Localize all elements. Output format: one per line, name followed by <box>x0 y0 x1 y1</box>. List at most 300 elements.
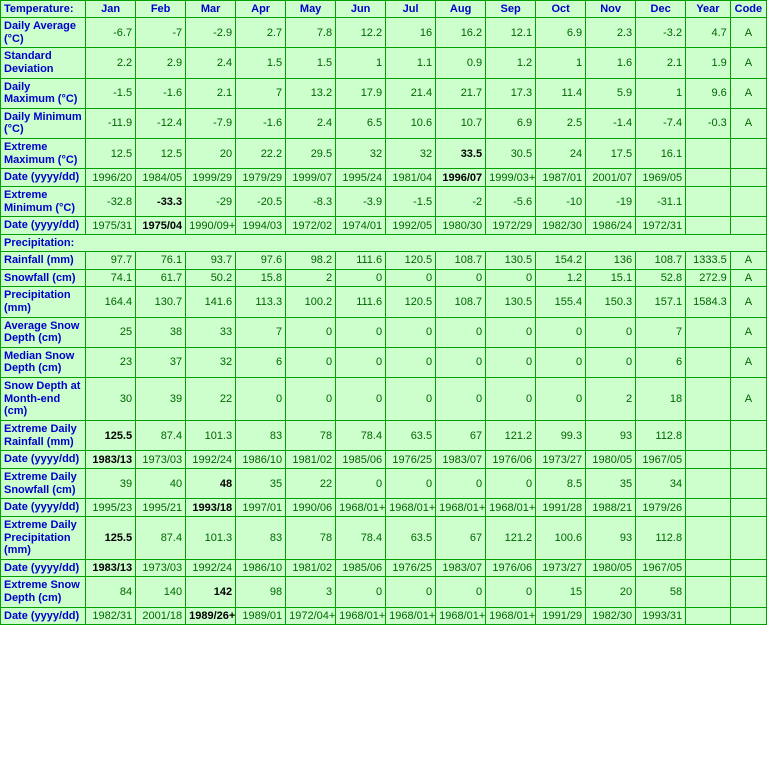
data-cell: 1968/01+ <box>486 607 536 625</box>
data-cell: 1968/01+ <box>436 607 486 625</box>
data-cell: 0 <box>336 378 386 421</box>
data-cell: 1989/01 <box>236 607 286 625</box>
data-cell: 50.2 <box>186 269 236 287</box>
data-cell: 111.6 <box>336 287 386 317</box>
data-cell: 100.2 <box>286 287 336 317</box>
data-cell: 7 <box>636 317 686 347</box>
data-cell: 2.3 <box>586 18 636 48</box>
data-cell: 0 <box>436 317 486 347</box>
data-cell: -1.4 <box>586 108 636 138</box>
code-cell: A <box>730 108 766 138</box>
year-cell: 272.9 <box>686 269 731 287</box>
data-cell: 1968/01+ <box>336 499 386 517</box>
row-label: Date (yyyy/dd) <box>1 169 86 187</box>
row-label: Date (yyyy/dd) <box>1 451 86 469</box>
data-cell: 164.4 <box>86 287 136 317</box>
year-cell: -0.3 <box>686 108 731 138</box>
table-row <box>1 108 767 138</box>
data-cell: 1976/06 <box>486 559 536 577</box>
header-cell-month: Oct <box>536 1 586 18</box>
data-cell: 1976/25 <box>386 451 436 469</box>
data-cell: 16 <box>386 18 436 48</box>
code-cell: A <box>730 347 766 377</box>
code-cell: A <box>730 269 766 287</box>
table-header-row <box>1 1 767 18</box>
row-label: Precipitation (mm) <box>1 287 86 317</box>
data-cell: 12.2 <box>336 18 386 48</box>
data-cell: 1.2 <box>486 48 536 78</box>
data-cell: -32.8 <box>86 187 136 217</box>
year-cell: 1333.5 <box>686 251 731 269</box>
data-cell: 1985/06 <box>336 451 386 469</box>
data-cell: 35 <box>236 468 286 498</box>
data-cell: 108.7 <box>436 251 486 269</box>
data-cell: 1968/01+ <box>386 499 436 517</box>
table-row <box>1 18 767 48</box>
data-cell: 108.7 <box>636 251 686 269</box>
year-cell <box>686 607 731 625</box>
row-label: Average Snow Depth (cm) <box>1 317 86 347</box>
data-cell: -7.9 <box>186 108 236 138</box>
table-row <box>1 499 767 517</box>
row-label: Extreme Daily Snowfall (cm) <box>1 468 86 498</box>
data-cell: 30 <box>86 378 136 421</box>
data-cell: 125.5 <box>86 421 136 451</box>
data-cell: 63.5 <box>386 516 436 559</box>
data-cell: 2.2 <box>86 48 136 78</box>
data-cell: 16.2 <box>436 18 486 48</box>
data-cell: -31.1 <box>636 187 686 217</box>
code-cell <box>730 607 766 625</box>
data-cell: 0.9 <box>436 48 486 78</box>
data-cell: 67 <box>436 516 486 559</box>
data-cell: 1967/05 <box>636 451 686 469</box>
data-cell: 15 <box>536 577 586 607</box>
data-cell: 1999/07 <box>286 169 336 187</box>
row-label: Daily Average (°C) <box>1 18 86 48</box>
header-cell-month: Jun <box>336 1 386 18</box>
data-cell: 1975/04 <box>136 217 186 235</box>
header-cell-month: Mar <box>186 1 236 18</box>
data-cell: 99.3 <box>536 421 586 451</box>
data-cell: 61.7 <box>136 269 186 287</box>
table-row <box>1 187 767 217</box>
year-cell: 4.7 <box>686 18 731 48</box>
data-cell: 6.5 <box>336 108 386 138</box>
year-cell <box>686 499 731 517</box>
table-row <box>1 421 767 451</box>
code-cell: A <box>730 287 766 317</box>
data-cell: 1992/24 <box>186 451 236 469</box>
data-cell: 0 <box>386 269 436 287</box>
data-cell: 100.6 <box>536 516 586 559</box>
data-cell: 1997/01 <box>236 499 286 517</box>
data-cell: 97.7 <box>86 251 136 269</box>
data-cell: 0 <box>336 468 386 498</box>
data-cell: 157.1 <box>636 287 686 317</box>
code-cell <box>730 468 766 498</box>
data-cell: 1972/02 <box>286 217 336 235</box>
data-cell: 2001/18 <box>136 607 186 625</box>
data-cell: 97.6 <box>236 251 286 269</box>
data-cell: 11.4 <box>536 78 586 108</box>
code-cell <box>730 499 766 517</box>
data-cell: 0 <box>386 378 436 421</box>
row-label: Extreme Daily Rainfall (mm) <box>1 421 86 451</box>
data-cell: 0 <box>386 347 436 377</box>
data-cell: 3 <box>286 577 336 607</box>
data-cell: 0 <box>336 577 386 607</box>
row-label: Extreme Snow Depth (cm) <box>1 577 86 607</box>
data-cell: 1981/02 <box>286 559 336 577</box>
data-cell: 1 <box>336 48 386 78</box>
data-cell: 1976/06 <box>486 451 536 469</box>
data-cell: 78.4 <box>336 421 386 451</box>
data-cell: 33.5 <box>436 139 486 169</box>
data-cell: 136 <box>586 251 636 269</box>
data-cell: 1979/26 <box>636 499 686 517</box>
data-cell: 1995/21 <box>136 499 186 517</box>
data-cell: 2.1 <box>186 78 236 108</box>
data-cell: 20 <box>186 139 236 169</box>
data-cell: 2 <box>586 378 636 421</box>
data-cell: 78 <box>286 516 336 559</box>
data-cell: 0 <box>286 347 336 377</box>
code-cell <box>730 516 766 559</box>
data-cell: -1.5 <box>386 187 436 217</box>
data-cell: -20.5 <box>236 187 286 217</box>
data-cell: 1972/04+ <box>286 607 336 625</box>
data-cell: 34 <box>636 468 686 498</box>
data-cell: 98 <box>236 577 286 607</box>
table-row <box>1 169 767 187</box>
data-cell: 120.5 <box>386 251 436 269</box>
data-cell: 93 <box>586 421 636 451</box>
data-cell: 25 <box>86 317 136 347</box>
data-cell: 0 <box>436 269 486 287</box>
data-cell: 58 <box>636 577 686 607</box>
row-label: Date (yyyy/dd) <box>1 499 86 517</box>
table-row <box>1 468 767 498</box>
data-cell: 17.9 <box>336 78 386 108</box>
data-cell: 87.4 <box>136 516 186 559</box>
table-row <box>1 217 767 235</box>
data-cell: 1984/05 <box>136 169 186 187</box>
data-cell: 0 <box>336 347 386 377</box>
data-cell: 12.5 <box>86 139 136 169</box>
data-cell: -12.4 <box>136 108 186 138</box>
row-label: Daily Maximum (°C) <box>1 78 86 108</box>
data-cell: 141.6 <box>186 287 236 317</box>
data-cell: 7.8 <box>286 18 336 48</box>
data-cell: 0 <box>536 378 586 421</box>
data-cell: 0 <box>436 468 486 498</box>
data-cell: 83 <box>236 516 286 559</box>
data-cell: 8.5 <box>536 468 586 498</box>
header-cell-month: Jan <box>86 1 136 18</box>
data-cell: 1980/05 <box>586 451 636 469</box>
row-label: Snowfall (cm) <box>1 269 86 287</box>
header-cell-month: Apr <box>236 1 286 18</box>
section-title: Precipitation: <box>1 234 767 251</box>
data-cell: 0 <box>286 378 336 421</box>
data-cell: 6.9 <box>536 18 586 48</box>
data-cell: 93 <box>586 516 636 559</box>
data-cell: 1982/31 <box>86 607 136 625</box>
data-cell: 0 <box>436 378 486 421</box>
data-cell: 1.5 <box>286 48 336 78</box>
row-label: Date (yyyy/dd) <box>1 217 86 235</box>
data-cell: 1976/25 <box>386 559 436 577</box>
data-cell: 18 <box>636 378 686 421</box>
data-cell: 154.2 <box>536 251 586 269</box>
data-cell: 112.8 <box>636 421 686 451</box>
data-cell: 1983/07 <box>436 451 486 469</box>
data-cell: 78 <box>286 421 336 451</box>
table-row <box>1 347 767 377</box>
data-cell: 1990/09+ <box>186 217 236 235</box>
data-cell: 22.2 <box>236 139 286 169</box>
code-cell <box>730 577 766 607</box>
data-cell: 1969/05 <box>636 169 686 187</box>
header-cell-month: Jul <box>386 1 436 18</box>
header-cell-temperature: Temperature: <box>1 1 86 18</box>
data-cell: 76.1 <box>136 251 186 269</box>
header-cell-month: Nov <box>586 1 636 18</box>
data-cell: 1980/30 <box>436 217 486 235</box>
data-cell: 1968/01+ <box>386 607 436 625</box>
code-cell <box>730 421 766 451</box>
section-header-row <box>1 234 767 251</box>
data-cell: 2.7 <box>236 18 286 48</box>
data-cell: 33 <box>186 317 236 347</box>
data-cell: 130.7 <box>136 287 186 317</box>
data-cell: 1985/06 <box>336 559 386 577</box>
table-row <box>1 577 767 607</box>
data-cell: 1992/24 <box>186 559 236 577</box>
data-cell: 32 <box>386 139 436 169</box>
data-cell: 29.5 <box>286 139 336 169</box>
data-cell: 142 <box>186 577 236 607</box>
data-cell: 0 <box>486 347 536 377</box>
data-cell: 6 <box>236 347 286 377</box>
data-cell: 10.6 <box>386 108 436 138</box>
data-cell: 112.8 <box>636 516 686 559</box>
data-cell: 1989/26+ <box>186 607 236 625</box>
row-label: Standard Deviation <box>1 48 86 78</box>
data-cell: 2001/07 <box>586 169 636 187</box>
row-label: Daily Minimum (°C) <box>1 108 86 138</box>
year-cell <box>686 317 731 347</box>
data-cell: 130.5 <box>486 251 536 269</box>
table-row <box>1 559 767 577</box>
data-cell: 39 <box>86 468 136 498</box>
data-cell: 1996/07 <box>436 169 486 187</box>
data-cell: 48 <box>186 468 236 498</box>
data-cell: 0 <box>336 317 386 347</box>
data-cell: 0 <box>536 347 586 377</box>
data-cell: 1979/29 <box>236 169 286 187</box>
code-cell: A <box>730 378 766 421</box>
data-cell: 1991/28 <box>536 499 586 517</box>
data-cell: 1987/01 <box>536 169 586 187</box>
data-cell: 15.1 <box>586 269 636 287</box>
data-cell: -1.6 <box>136 78 186 108</box>
data-cell: 101.3 <box>186 421 236 451</box>
data-cell: 32 <box>336 139 386 169</box>
year-cell <box>686 421 731 451</box>
data-cell: 1968/01+ <box>436 499 486 517</box>
code-cell: A <box>730 48 766 78</box>
year-cell: 1584.3 <box>686 287 731 317</box>
data-cell: 1973/27 <box>536 559 586 577</box>
data-cell: 52.8 <box>636 269 686 287</box>
data-cell: -3.9 <box>336 187 386 217</box>
data-cell: 1973/03 <box>136 559 186 577</box>
row-label: Date (yyyy/dd) <box>1 607 86 625</box>
code-cell <box>730 187 766 217</box>
year-cell: 1.9 <box>686 48 731 78</box>
data-cell: 17.5 <box>586 139 636 169</box>
year-cell <box>686 169 731 187</box>
data-cell: 38 <box>136 317 186 347</box>
data-cell: 1968/01+ <box>336 607 386 625</box>
data-cell: 0 <box>336 269 386 287</box>
data-cell: 0 <box>486 269 536 287</box>
data-cell: 1983/13 <box>86 451 136 469</box>
data-cell: 155.4 <box>536 287 586 317</box>
year-cell <box>686 468 731 498</box>
data-cell: 108.7 <box>436 287 486 317</box>
data-cell: 1 <box>536 48 586 78</box>
data-cell: 121.2 <box>486 516 536 559</box>
year-cell <box>686 451 731 469</box>
data-cell: 84 <box>86 577 136 607</box>
table-row <box>1 78 767 108</box>
data-cell: 0 <box>436 347 486 377</box>
header-cell-year: Year <box>686 1 731 18</box>
data-cell: 1991/29 <box>536 607 586 625</box>
data-cell: 1981/04 <box>386 169 436 187</box>
data-cell: 1974/01 <box>336 217 386 235</box>
data-cell: 0 <box>536 317 586 347</box>
data-cell: 12.1 <box>486 18 536 48</box>
year-cell <box>686 577 731 607</box>
data-cell: -11.9 <box>86 108 136 138</box>
data-cell: 1986/10 <box>236 451 286 469</box>
data-cell: -6.7 <box>86 18 136 48</box>
data-cell: 1999/03+ <box>486 169 536 187</box>
row-label: Rainfall (mm) <box>1 251 86 269</box>
data-cell: 0 <box>486 577 536 607</box>
data-cell: 125.5 <box>86 516 136 559</box>
data-cell: -7.4 <box>636 108 686 138</box>
table-row <box>1 317 767 347</box>
data-cell: 0 <box>586 347 636 377</box>
code-cell: A <box>730 251 766 269</box>
table-row <box>1 269 767 287</box>
data-cell: 1973/03 <box>136 451 186 469</box>
data-cell: 15.8 <box>236 269 286 287</box>
data-cell: 32 <box>186 347 236 377</box>
data-cell: 1975/31 <box>86 217 136 235</box>
data-cell: 1986/10 <box>236 559 286 577</box>
data-cell: 1.6 <box>586 48 636 78</box>
header-cell-month: Dec <box>636 1 686 18</box>
data-cell: 121.2 <box>486 421 536 451</box>
data-cell: 74.1 <box>86 269 136 287</box>
data-cell: 1972/29 <box>486 217 536 235</box>
row-label: Snow Depth at Month-end (cm) <box>1 378 86 421</box>
data-cell: 1 <box>636 78 686 108</box>
year-cell <box>686 347 731 377</box>
data-cell: 12.5 <box>136 139 186 169</box>
data-cell: 0 <box>236 378 286 421</box>
data-cell: 1982/30 <box>586 607 636 625</box>
data-cell: 67 <box>436 421 486 451</box>
data-cell: 7 <box>236 317 286 347</box>
row-label: Extreme Daily Precipitation (mm) <box>1 516 86 559</box>
data-cell: 6.9 <box>486 108 536 138</box>
year-cell <box>686 378 731 421</box>
table-row <box>1 287 767 317</box>
data-cell: 1972/31 <box>636 217 686 235</box>
data-cell: 20 <box>586 577 636 607</box>
data-cell: -29 <box>186 187 236 217</box>
data-cell: 113.3 <box>236 287 286 317</box>
code-cell: A <box>730 18 766 48</box>
data-cell: 93.7 <box>186 251 236 269</box>
code-cell <box>730 217 766 235</box>
row-label: Median Snow Depth (cm) <box>1 347 86 377</box>
table-row <box>1 378 767 421</box>
data-cell: 10.7 <box>436 108 486 138</box>
data-cell: 1995/23 <box>86 499 136 517</box>
data-cell: 130.5 <box>486 287 536 317</box>
year-cell <box>686 559 731 577</box>
row-label: Extreme Maximum (°C) <box>1 139 86 169</box>
data-cell: 1981/02 <box>286 451 336 469</box>
data-cell: 87.4 <box>136 421 186 451</box>
row-label: Extreme Minimum (°C) <box>1 187 86 217</box>
data-cell: 2.9 <box>136 48 186 78</box>
data-cell: 1995/24 <box>336 169 386 187</box>
table-body <box>1 1 767 625</box>
data-cell: -7 <box>136 18 186 48</box>
data-cell: 140 <box>136 577 186 607</box>
year-cell <box>686 516 731 559</box>
data-cell: 30.5 <box>486 139 536 169</box>
data-cell: 1993/31 <box>636 607 686 625</box>
data-cell: 1973/27 <box>536 451 586 469</box>
data-cell: 22 <box>186 378 236 421</box>
data-cell: 2.4 <box>186 48 236 78</box>
data-cell: 1988/21 <box>586 499 636 517</box>
data-cell: 0 <box>386 317 436 347</box>
header-cell-month: May <box>286 1 336 18</box>
data-cell: 1996/20 <box>86 169 136 187</box>
table-row <box>1 607 767 625</box>
header-cell-code: Code <box>730 1 766 18</box>
data-cell: -1.5 <box>86 78 136 108</box>
table-row <box>1 48 767 78</box>
code-cell <box>730 169 766 187</box>
data-cell: 6 <box>636 347 686 377</box>
data-cell: 1993/18 <box>186 499 236 517</box>
data-cell: 23 <box>86 347 136 377</box>
data-cell: -8.3 <box>286 187 336 217</box>
table-row <box>1 451 767 469</box>
